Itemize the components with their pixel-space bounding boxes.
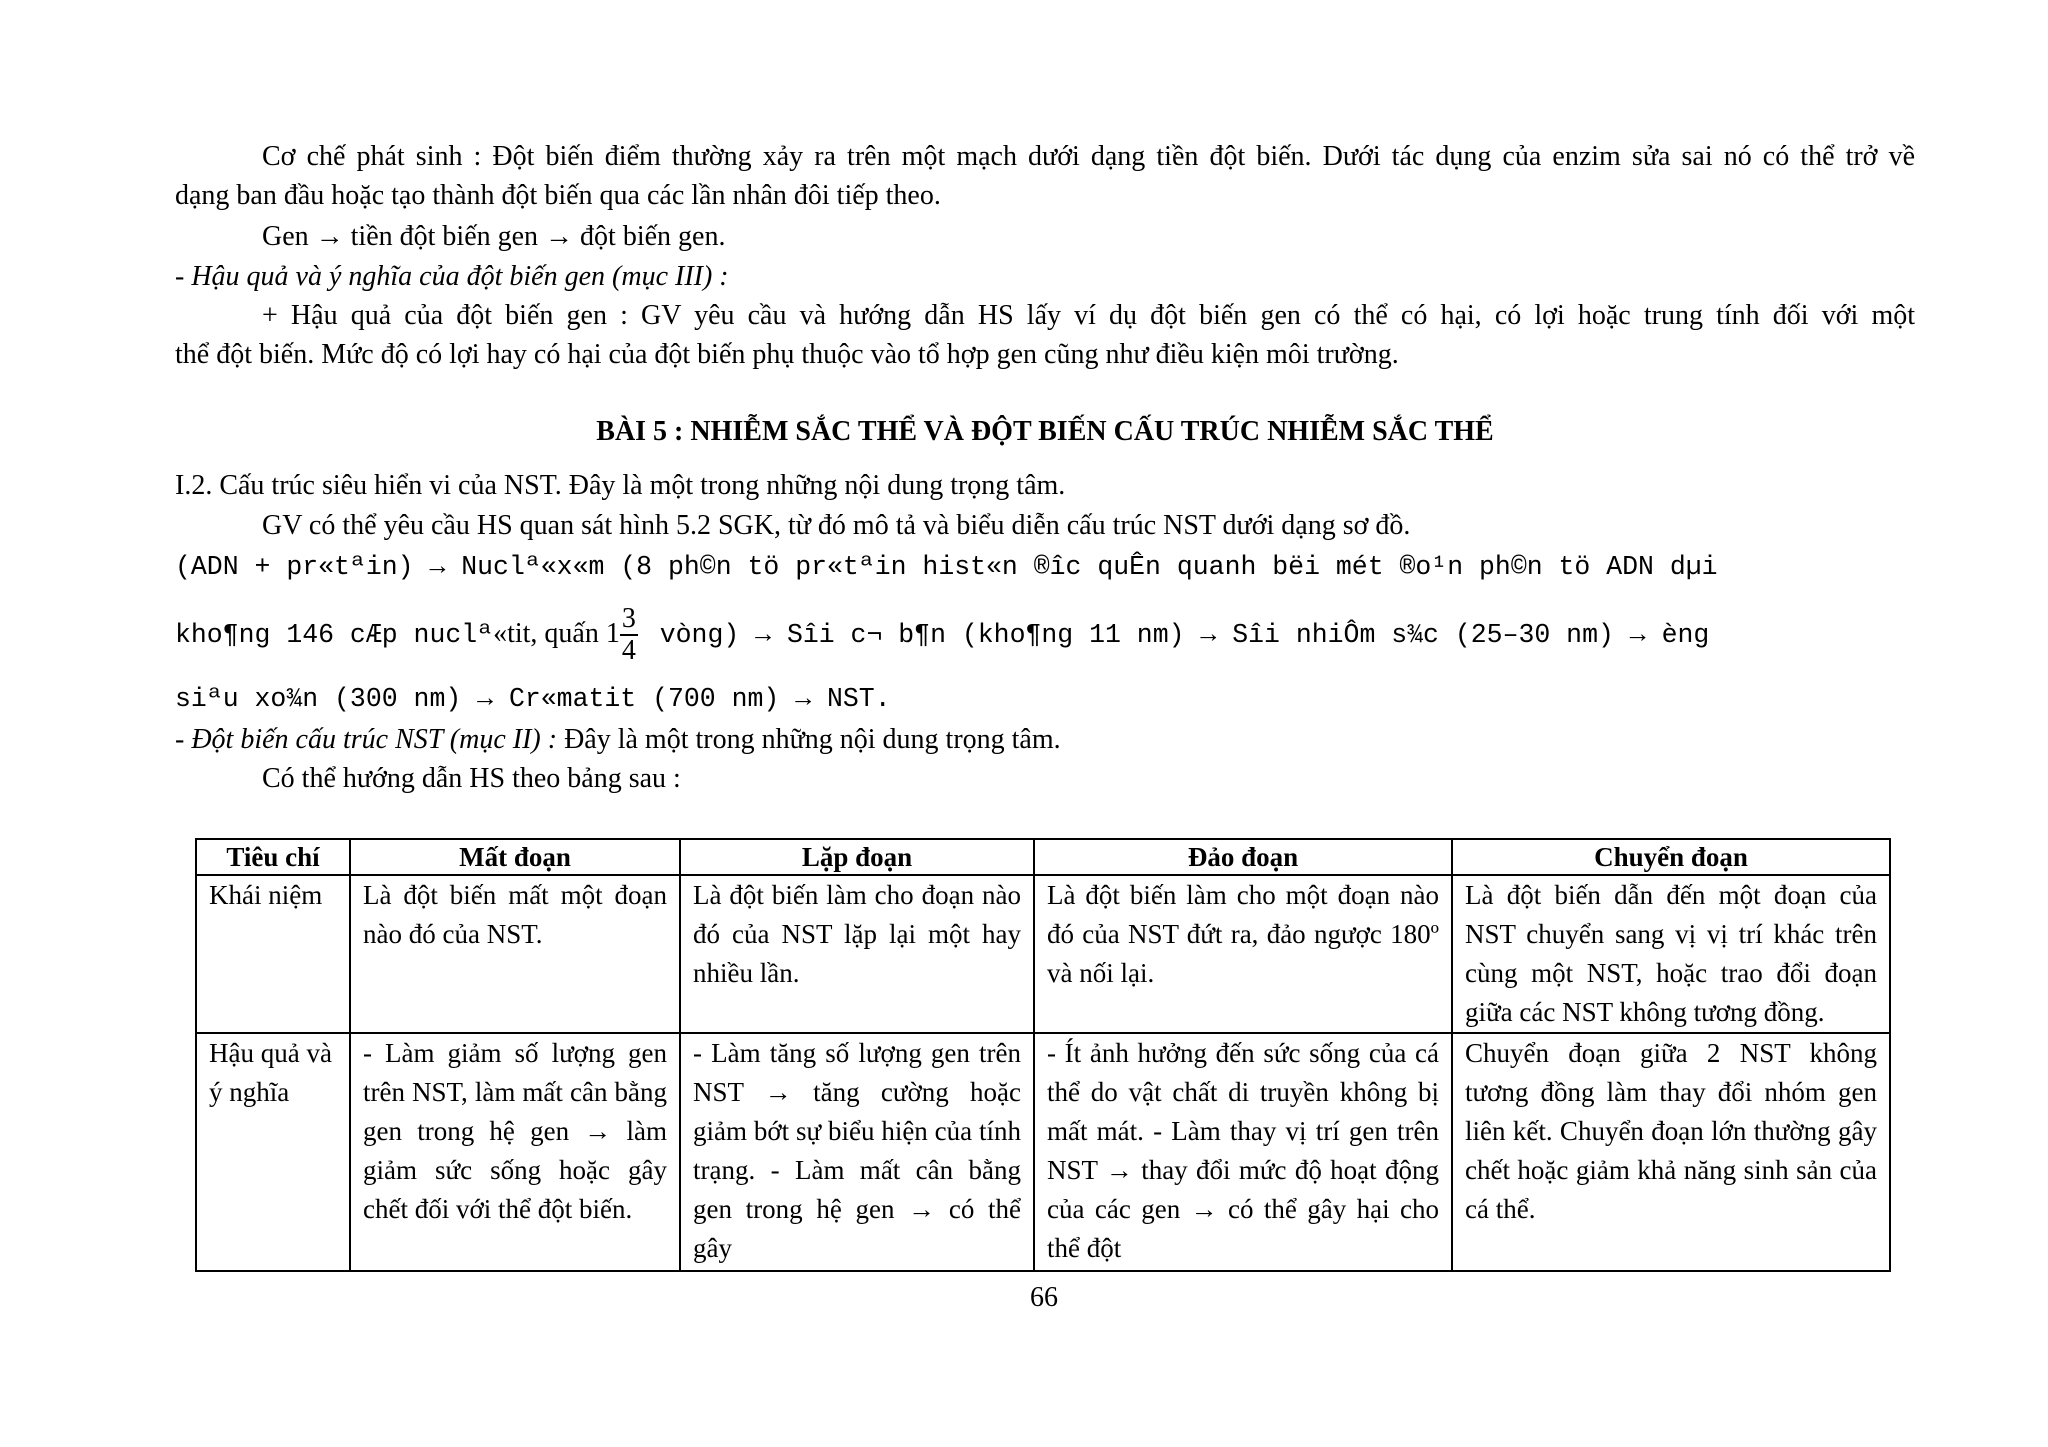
cell-deletion-concept: Là đột biến mất một đoạn nào đó của NST.	[350, 875, 680, 1033]
structure-diagram-line-2	[175, 598, 1915, 671]
cell-inversion-consequence	[1034, 1033, 1452, 1271]
row-label-concept: Khái niệm	[196, 875, 350, 1033]
cell-duplication-consequence	[680, 1033, 1034, 1271]
mutation-comparison-table	[195, 838, 1891, 1272]
structure-diagram-text-c: vòng) → Sîi c¬ b¶n (kho¶ng 11 nm) → Sîi nhiÔm s¾c (25–30 nm) → èng	[643, 620, 1710, 650]
structural-mutation-heading	[175, 720, 1915, 760]
header-duplication: Lặp đoạn	[680, 839, 1034, 875]
table-row	[196, 1033, 1890, 1271]
fraction	[620, 604, 638, 666]
table-row	[196, 875, 1890, 1033]
page-number: 66	[1030, 1282, 1058, 1313]
structure-diagram-line-1: (ADN + pr«tªin) → Nuclª«x«m (8 ph©n tö pr«tªin hist«n ®îc quÊn quanh bëi mét ®o¹n ph©n tö ADN dµi	[175, 552, 1718, 582]
paragraph-mechanism-continuation: dạng ban đầu hoặc tạo thành đột biến qua các lần nhân đôi tiếp theo.	[175, 180, 941, 211]
fraction-numerator: 3	[621, 603, 636, 634]
cell-inversion-concept: Là đột biến làm cho một đoạn nào đó của NST đứt ra, đảo ngược 180º và nối lại.	[1034, 875, 1452, 1033]
gene-mutation-sequence: Gen → tiền đột biến gen → đột biến gen.	[262, 221, 726, 252]
cell-inversion-consequence-text: - Ít ảnh hưởng đến sức sống của cá thể do vật chất di truyền không bị mất mát. - Làm thay vị trí gen trên NST → thay đổi mức độ hoạt động của các gen → có thể gây hại cho thể đột	[1047, 1038, 1439, 1263]
header-translocation: Chuyển đoạn	[1452, 839, 1890, 875]
section-heading-structure: I.2. Cấu trúc siêu hiển vi của NST. Đây là một trong những nội dung trọng tâm.	[175, 470, 1066, 501]
structural-mutation-label: - Đột biến cấu trúc NST (mục II) :	[175, 724, 558, 755]
consequence-heading: - Hậu quả và ý nghĩa của đột biến gen (mục III) :	[175, 261, 729, 292]
cell-duplication-concept: Là đột biến làm cho đoạn nào đó của NST lặp lại một hay nhiều lần.	[680, 875, 1034, 1033]
cell-duplication-consequence-text: - Làm tăng số lượng gen trên NST → tăng cường hoặc giảm bớt sự biểu hiện của tính trạng. - Làm mất cân bằng gen trong hệ gen → có thể gây	[693, 1038, 1021, 1263]
teacher-instruction-line: GV có thể yêu cầu HS quan sát hình 5.2 SGK, từ đó mô tả và biểu diễn cấu trúc NST dưới dạng sơ đồ.	[262, 510, 1411, 541]
structure-diagram-text-b: «tit, quấn 1	[493, 618, 620, 649]
cell-deletion-consequence-text: - Làm giảm số lượng gen trên NST, làm mất cân bằng gen trong hệ gen → làm giảm sức sống hoặc gây chết đối với thể đột biến.	[363, 1038, 667, 1224]
structural-mutation-note: Đây là một trong những nội dung trọng tâm.	[557, 724, 1061, 755]
cell-translocation-consequence-text: Chuyển đoạn giữa 2 NST không tương đồng làm thay đổi nhóm gen liên kết. Chuyển đoạn lớn thường gây chết hoặc giảm khả năng sinh sản của cá thể.	[1465, 1038, 1877, 1224]
cell-translocation-consequence	[1452, 1033, 1890, 1271]
structure-diagram-line-3: siªu xo¾n (300 nm) → Cr«matit (700 nm) → NST.	[175, 684, 891, 714]
row-label-consequence: Hậu quả và ý nghĩa	[196, 1033, 350, 1271]
consequence-paragraph-line: + Hậu quả của đột biến gen : GV yêu cầu và hướng dẫn HS lấy ví dụ đột biến gen có thể có hại, có lợi hoặc trung tính đối với một	[262, 300, 1915, 331]
header-deletion: Mất đoạn	[350, 839, 680, 875]
header-criteria: Tiêu chí	[196, 839, 350, 875]
table-intro-line: Có thể hướng dẫn HS theo bảng sau :	[262, 763, 681, 794]
lesson-title: BÀI 5 : NHIỄM SẮC THỂ VÀ ĐỘT BIẾN CẤU TRÚC NHIỄM SẮC THỂ	[596, 416, 1494, 447]
paragraph-mechanism-line: Cơ chế phát sinh : Đột biến điểm thường xảy ra trên một mạch dưới dạng tiền đột biến. Dưới tác dụng của enzim sửa sai nó có thể trở về	[262, 141, 1915, 172]
consequence-paragraph-continuation: thể đột biến. Mức độ có lợi hay có hại của đột biến phụ thuộc vào tổ hợp gen cũng như điều kiện môi trường.	[175, 339, 1399, 370]
fraction-denominator: 4	[621, 635, 636, 666]
table-header-row	[196, 839, 1890, 875]
cell-translocation-concept: Là đột biến dẫn đến một đoạn của NST chuyển sang vị vị trí khác trên cùng một NST, hoặc trao đổi đoạn giữa các NST không tương đồng.	[1452, 875, 1890, 1033]
header-inversion: Đảo đoạn	[1034, 839, 1452, 875]
structure-diagram-text-a: kho¶ng 146 cÆp nuclª	[175, 620, 494, 650]
cell-deletion-consequence	[350, 1033, 680, 1271]
